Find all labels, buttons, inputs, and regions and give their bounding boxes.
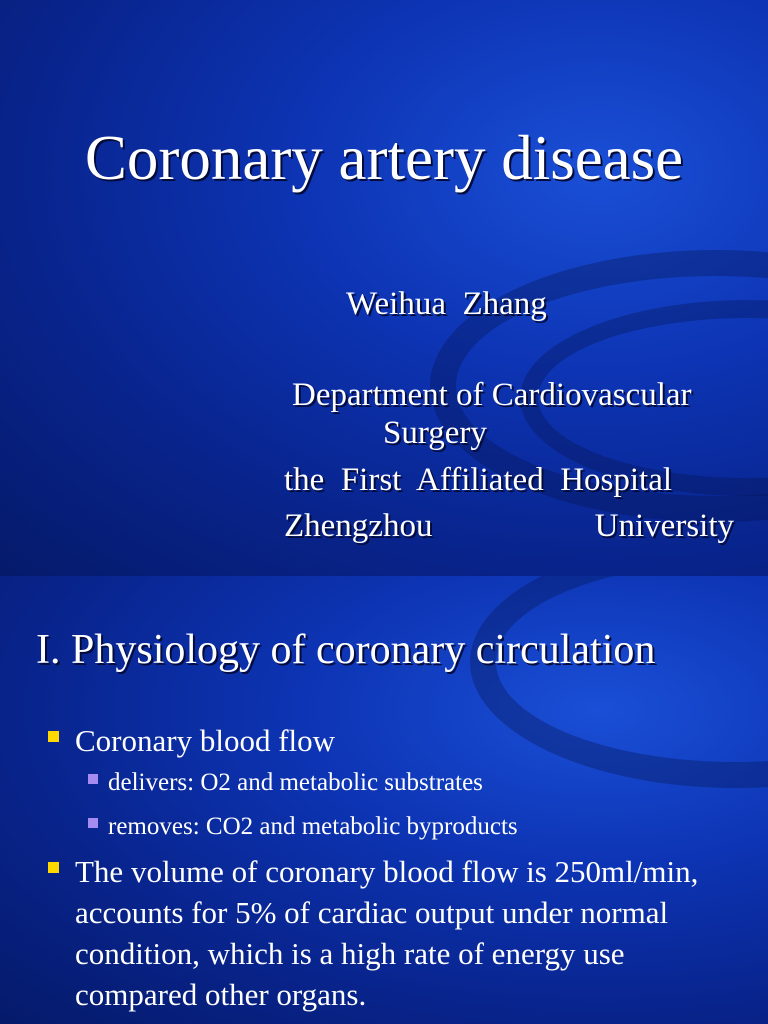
hospital-name: the First Affiliated Hospital	[284, 462, 673, 498]
department-line-2: Surgery	[383, 415, 487, 451]
department-line-1: Department of Cardiovascular	[292, 377, 692, 413]
bullet-text: The volume of coronary blood flow is 250ml/min, accounts for 5% of cardiac output under normal condition, which is a high rate of energy use compared other organs.	[75, 854, 699, 1012]
university-line	[284, 506, 734, 546]
square-bullet-icon	[88, 774, 98, 784]
university-word: University	[594, 508, 734, 544]
sub-bullet-text: removes: CO2 and metabolic byproducts	[108, 813, 518, 840]
bullet-item	[0, 720, 768, 761]
author-name: Weihua Zhang	[346, 286, 547, 322]
sub-bullet-text: delivers: O2 and metabolic substrates	[108, 769, 483, 796]
square-bullet-icon	[48, 731, 59, 742]
content-slide	[0, 576, 768, 1024]
square-bullet-icon	[88, 818, 98, 828]
bullet-list	[0, 720, 768, 1015]
square-bullet-icon	[48, 862, 59, 873]
bullet-item	[0, 851, 768, 1015]
slide-title: I. Physiology of coronary circulation	[36, 627, 656, 673]
bullet-text: Coronary blood flow	[75, 723, 336, 758]
sub-bullet-item	[0, 761, 768, 805]
slide-title: Coronary artery disease	[84, 123, 684, 193]
sub-bullet-item	[0, 805, 768, 849]
city-name: Zhengzhou	[284, 508, 433, 544]
